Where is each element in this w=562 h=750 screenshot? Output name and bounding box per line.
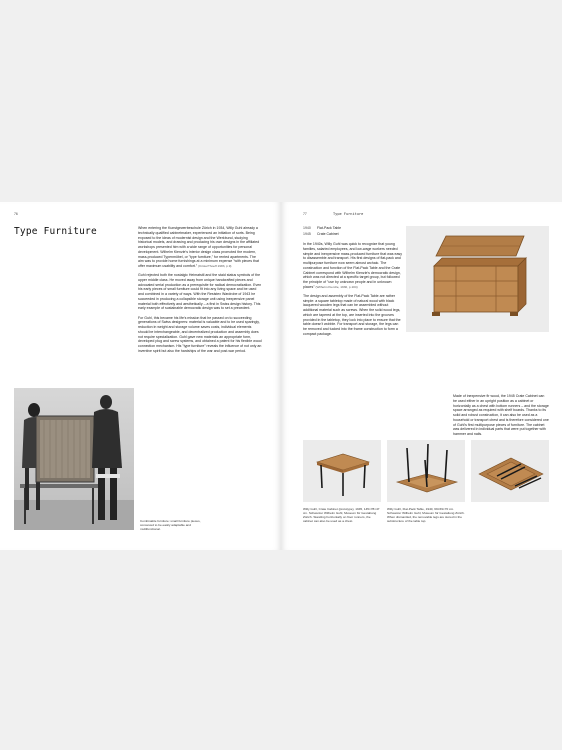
page-number-left: 76 bbox=[14, 212, 18, 216]
left-photo-caption: Combinable furniture: small furniture pieces, conceived to be easily adaptable and multifunctional. bbox=[140, 519, 201, 531]
side-text: Made of inexpensive fir wood, the 1945 Crate Cabinet can be used either in an upright position as a cabinet or horizontally as a chest with bottom runners – and the storage space arranged as required with shelf boards. Thanks to its solid and robust construction, it can also be used as a household or transport chest and is therefore considered one of Guhl's first multipurpose pieces of furniture. The cabinet was delivered in individual parts that were put together with hammer and nails. bbox=[453, 394, 549, 436]
list-item: 1945 Crate Cabinet bbox=[303, 232, 339, 236]
paragraph: For Guhl, this became his life's mission that he passed on to succeeding generations of Swiss designers: material is valuable and to be used sparingly, reduction in weight and storage volume saves costs, individual elements should be interchangeable, and decentralized production and assembly does not require specialization. Guhl gave new materials an appropriate form, developed plug and screw systems, and obtained a patent for his flexible wood connection mechanism. His "type furniture" reveals the influence of not only an inventive spirit but also the hardships of the war and post-war period. bbox=[138, 315, 262, 353]
paragraph: The design and assembly of the Flat-Pack Table are rather simple: a square tabletop made of natural wood with black lacquered wooden legs that can be assembled without additional material such as screws. When the solid wood legs, which are tapered at the top, are inserted into the grooves provided in the tabletop, they lock into place to ensure that the table doesn't wobble. For transport and storage, the legs can be removed and tucked into the frame construction to form a compact package. bbox=[303, 293, 401, 336]
caption-crate-cabinet: Willy Guhl, Crate Cabinet (prototype), 1945, 145×78×47 cm. Schweizer Wilhelm Guhl, Museum für Gestaltung Zürich. Standing horizontally on floor runners, the cabinet can also be used as a chest. bbox=[303, 507, 380, 523]
bw-photo-wardrobe bbox=[14, 388, 134, 530]
left-page bbox=[0, 202, 281, 550]
running-head: Type Furniture bbox=[333, 212, 364, 216]
right-page bbox=[281, 202, 562, 550]
paragraph: In the 1940s, Willy Guhl was quick to recognize that young families, salaried employees, and low-wage workers needed simple and inexpensive mass-produced furniture that was easy to disassemble and transport. His first designs of flat-pack and multipurpose furniture now seem almost archaic. The construction and function of the Flat-Pack Table and the Crate Cabinet correspond with Wilhelm Kienzle's democratic design, which was not directed at a specific target group, but followed the principle of "use by unknown people and in unknown places" (Wilhelm Kienzle, 1930, p.104) bbox=[303, 242, 402, 289]
photo-table-flat-pack bbox=[471, 440, 549, 502]
page-number-right: 77 bbox=[303, 212, 307, 216]
photo-table-assembled bbox=[303, 440, 381, 502]
caption-flat-pack-table: Willy Guhl, Flat-Pack Table, 1940, 69×69×70 cm. Schweizer Wilhelm Guhl, Museum für Gestaltung Zürich. When dismantled, the removable legs are stored in the substructure of the table top. bbox=[387, 507, 465, 523]
left-body-text bbox=[138, 226, 262, 358]
paragraph: Guhl rejected both the nostalgic Heimatstil and the staid status symbols of the upper middle class. He moved away from unique handcrafted pieces and advocated serial production as a prerequisite for radical democratization. Even his early pieces of small furniture could fit into any living space and be used and combined in a variety of ways. With the Resistex Wardrobe of 1943 he succeeded in producing a collapsible storage unit using inexpensive panel material both effectively and aesthetically – a first in Swiss design history. This early example of sustainable democratic design was to set a precedent. bbox=[138, 273, 262, 311]
photo-crate-cabinet bbox=[406, 226, 549, 332]
book-spread bbox=[0, 202, 562, 550]
page-heading: Type Furniture bbox=[14, 226, 97, 237]
list-item: 1940 Flat-Pack Table bbox=[303, 226, 342, 230]
paragraph: When entering the Kunstgewerbeschule Zürich in 1934, Willy Guhl already a technically qualified cabinetmaker, experienced an initiation of sorts. Being exposed to the ideas of modernist design and the Werkbund, studying historical models, and drawing and producing his own designs in the affiliated workshops presented him with a wide range of opportunities for personal development. Wilhelm Kienzle's interior design class promoted the modern, mass-produced Typenmöbel, or "type furniture," for rented apartments. The aim was to provide home furnishings at a minimum expense "with pieces that offer maximum usability and comfort." (Kriste/Thoeff 1983, p.9) bbox=[138, 226, 260, 268]
photo-table-upside-down bbox=[387, 440, 465, 502]
right-body-text bbox=[303, 242, 403, 341]
